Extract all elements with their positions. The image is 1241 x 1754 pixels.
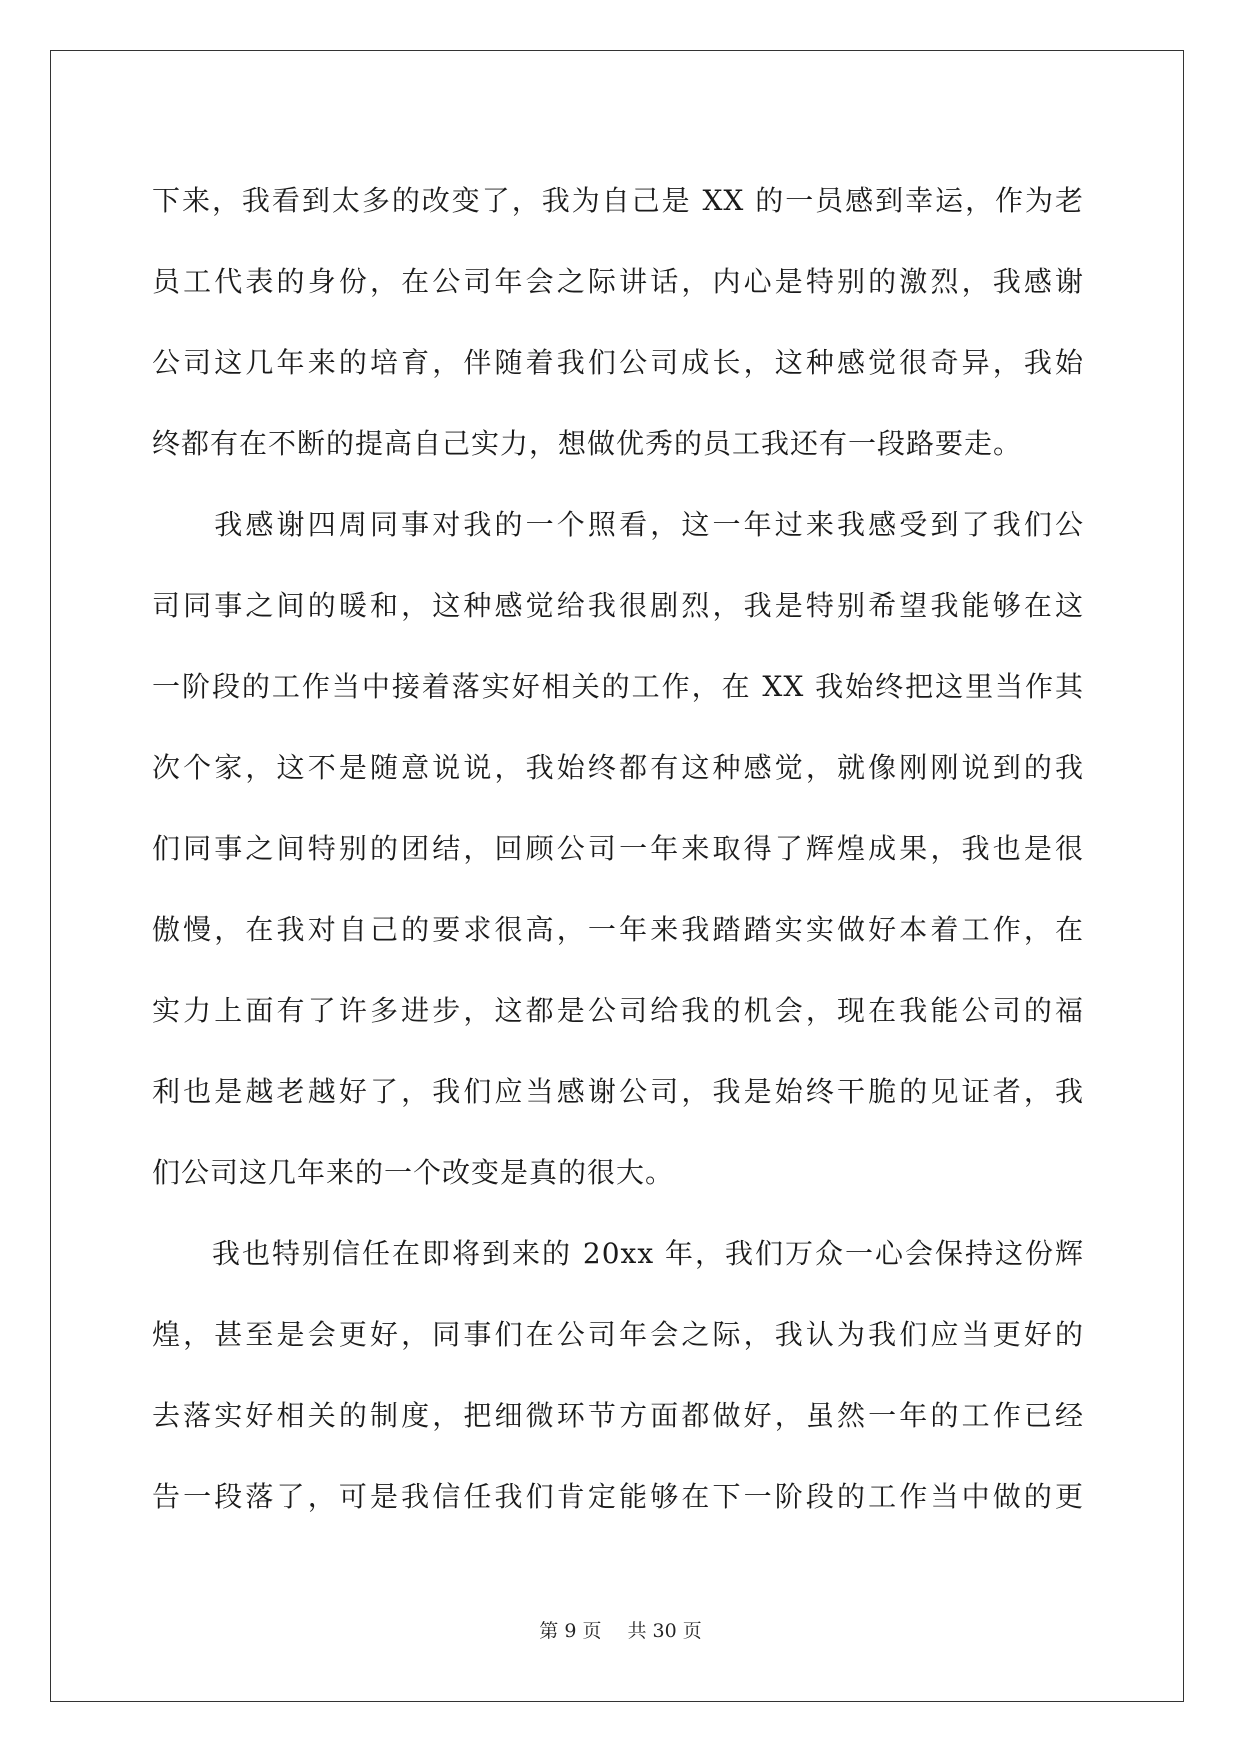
paragraph-3 bbox=[152, 1213, 1084, 1537]
text-line: 次个家，这不是随意说说，我始终都有这种感觉，就像刚刚说到的我 bbox=[152, 751, 1084, 784]
text-line: 们公司这几年来的一个改变是真的很大。 bbox=[152, 1156, 675, 1189]
document-body bbox=[152, 160, 1084, 1537]
text-line: 去落实好相关的制度，把细微环节方面都做好，虽然一年的工作已经 bbox=[152, 1399, 1084, 1432]
text-line: 傲慢，在我对自己的要求很高，一年来我踏踏实实做好本着工作，在 bbox=[152, 913, 1084, 946]
text-line: 实力上面有了许多进步，这都是公司给我的机会，现在我能公司的福 bbox=[152, 994, 1084, 1027]
text-line: 利也是越老越好了，我们应当感谢公司，我是始终干脆的见证者，我 bbox=[152, 1075, 1084, 1108]
text-line: 我也特别信任在即将到来的 20xx 年，我们万众一心会保持这份辉 bbox=[152, 1237, 1084, 1270]
paragraph-1 bbox=[152, 160, 1084, 484]
text-line: 告一段落了，可是我信任我们肯定能够在下一阶段的工作当中做的更 bbox=[152, 1480, 1084, 1513]
page-total: 共 30 页 bbox=[627, 1620, 702, 1642]
page-number: 第 9 页 bbox=[539, 1620, 602, 1642]
text-line: 员工代表的身份，在公司年会之际讲话，内心是特别的激烈，我感谢 bbox=[152, 265, 1084, 298]
text-line: 下来，我看到太多的改变了，我为自己是 XX 的一员感到幸运，作为老 bbox=[152, 184, 1084, 217]
text-line: 们同事之间特别的团结，回顾公司一年来取得了辉煌成果，我也是很 bbox=[152, 832, 1084, 865]
text-line: 司同事之间的暖和，这种感觉给我很剧烈，我是特别希望我能够在这 bbox=[152, 589, 1084, 622]
page-footer bbox=[0, 1616, 1241, 1643]
text-line: 公司这几年来的培育，伴随着我们公司成长，这种感觉很奇异，我始 bbox=[152, 346, 1084, 379]
text-line: 一阶段的工作当中接着落实好相关的工作，在 XX 我始终把这里当作其 bbox=[152, 670, 1084, 703]
text-line: 煌，甚至是会更好，同事们在公司年会之际，我认为我们应当更好的 bbox=[152, 1318, 1084, 1351]
text-line: 终都有在不断的提高自己实力，想做优秀的员工我还有一段路要走。 bbox=[152, 427, 1023, 460]
text-line: 我感谢四周同事对我的一个照看，这一年过来我感受到了我们公 bbox=[152, 508, 1084, 541]
paragraph-2 bbox=[152, 484, 1084, 1213]
